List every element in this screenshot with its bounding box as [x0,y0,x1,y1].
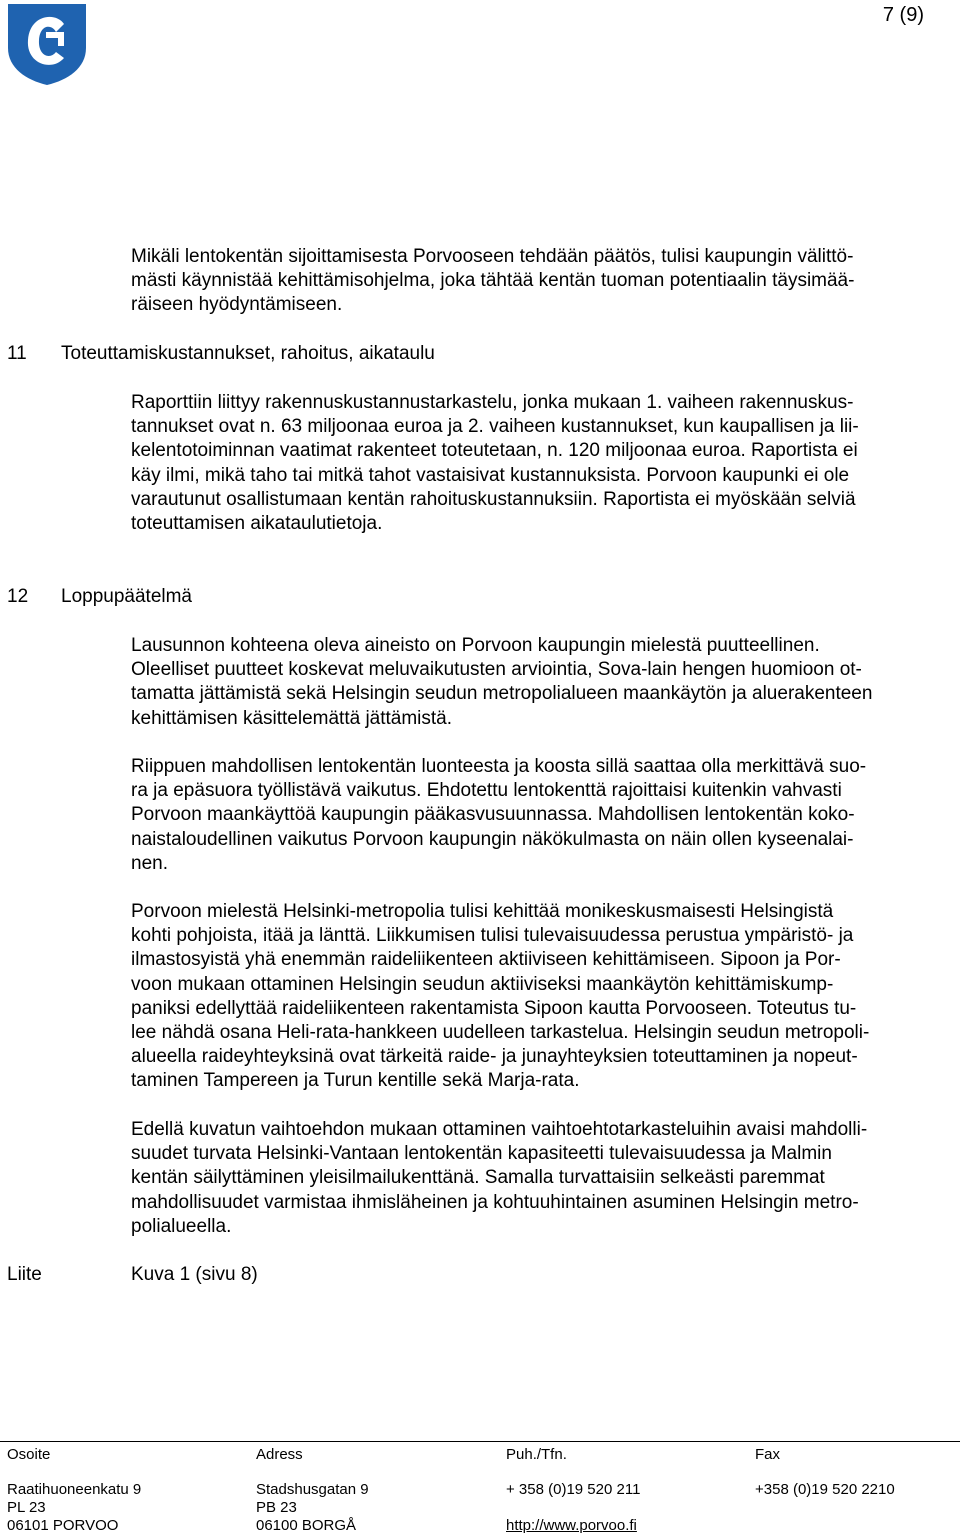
text-line: kohti pohjoista, itää ja länttä. Liikkumisen tulisi tulevaisuudessa perustua ympäristö- ja [131,925,854,947]
footer-line: Raatihuoneenkatu 9 [7,1481,142,1498]
footer-line: PB 23 [256,1499,297,1516]
attachment-text: Kuva 1 (sivu 8) [131,1264,258,1285]
text-line: Mikäli lentokentän sijoittamisesta Porvooseen tehdään päätös, tulisi kaupungin välittö- [131,246,854,267]
footer-address-heading: Osoite [7,1446,51,1463]
text-line: Lausunnon kohteena oleva aineisto on Porvoon kaupungin mielestä puutteellinen. [131,635,820,656]
text-line: käy ilmi, mikä taho tai mitkä tahot vastaisivat kustannuksista. Porvoon kaupunki ei ole [131,464,850,486]
text-line: ilmastosyistä yhä enemmän raideliikenteen aktiiviseen kehittämiseen. Sipoon ja Por- [131,949,841,971]
porvoo-coat-of-arms-icon [6,2,88,86]
text-line: voon mukaan ottaminen Helsingin seudun aktiiviseksi maankäytön kehittämiskump- [131,973,834,995]
document-title: Lentokenttätyöryhmän lausuntoehdotus [506,29,870,50]
footer-line: PL 23 [7,1499,46,1516]
document-subtitle-1: (Käsitellään kaupunginhallituksessa 22.10.2007 [506,53,908,74]
footer-address-sv [256,1481,369,1535]
attachment-label: Liite [7,1264,42,1285]
footer-line: 06100 BORGÅ [256,1517,357,1534]
header-org-sv: Borgå stad [109,53,201,74]
section-12-paragraph-3 [131,900,953,1094]
document-date: 15.10.2007 [506,125,602,146]
text-line: nen. [131,852,168,874]
document-subtitle-2: ja kaupunginvaltuustossa 31.10.2007) [506,77,827,98]
footer-line: Stadshusgatan 9 [256,1481,369,1498]
footer-adress-heading: Adress [256,1446,303,1463]
page-number: 7 (9) [882,4,924,26]
text-line: polialueella. [131,1215,232,1237]
section-12-paragraph-1 [131,634,953,731]
text-line: suudet turvata Helsinki-Vantaan lentokentän kapasiteetti tulevaisuudessa ja Malmin [131,1143,832,1165]
footer-fax-heading: Fax [755,1446,781,1463]
text-line: Porvoon mielestä Helsinki-metropolia tulisi kehittää monikeskusmaisesti Helsingistä [131,901,834,922]
text-line: räiseen hyödyntämiseen. [131,294,343,316]
website-link[interactable]: http://www.porvoo.fi [506,1517,637,1534]
section-12-paragraph-4 [131,1118,953,1239]
section-11-number: 11 [7,343,27,364]
footer-line: 06101 PORVOO [7,1517,119,1534]
text-line: Edellä kuvatun vaihtoehdon mukaan ottaminen vaihtoehtotarkasteluihin avaisi mahdolli- [131,1119,868,1140]
section-11-paragraph [131,391,953,536]
text-line: tannukset ovat n. 63 miljoonaa euroa ja 2. vaiheen kustannukset, kun kaupallisen ja lii- [131,416,859,438]
section-12-title: Loppupäätelmä [61,586,192,607]
text-line: kentän säilyttäminen yleisilmailukenttänä. Samalla turvattaisiin selkeästi paremmat [131,1167,825,1189]
text-line: taminen Tampereen ja Turun kentille sekä Marja-rata. [131,1070,580,1092]
text-line: mahdollisuudet varmistaa ihmisläheinen ja kohtuuhintainen asuminen Helsingin metro- [131,1191,859,1213]
text-line: Oleelliset puutteet koskevat meluvaikutusten arviointia, Sova-lain hengen huomioon ot- [131,659,862,681]
text-line: kelentotoiminnan vaatimat rakenteet toteutetaan, n. 120 miljoonaa euroa. Raportista ei [131,440,858,462]
text-line: naistaloudellinen vaikutus Porvoon kaupungin näkökulmasta on näin ollen kyseenalai- [131,828,854,850]
footer-phone: + 358 (0)19 520 211 [506,1481,641,1498]
text-line: Porvoon maankäyttöä kaupungin pääkasvusuunnassa. Mahdollisen lentokentän koko- [131,804,855,826]
footer-website [506,1517,637,1535]
text-line: lee nähdä osana Heli-rata-hankkeen uudelleen tarkastelua. Helsingin seudun metropoli- [131,1022,870,1044]
intro-paragraph [131,245,953,318]
text-line: paniksi edellyttää raideliikenteen rakentamista Sipoon kautta Porvooseen. Toteutus tu- [131,997,857,1019]
footer-address-fi [7,1481,141,1535]
text-line: toteuttamisen aikataulutietoja. [131,513,383,535]
section-12-number: 12 [7,586,29,607]
text-line: Raporttiin liittyy rakennuskustannustarkastelu, jonka mukaan 1. vaiheen rakennuskus- [131,392,854,413]
text-line: mästi käynnistää kehittämisohjelma, joka tähtää kentän tuoman potentiaalin täysimää- [131,270,855,292]
footer-divider [0,1441,960,1442]
header-org-fi: Porvoon kaupunki [109,29,262,50]
section-11-title: Toteuttamiskustannukset, rahoitus, aikataulu [61,343,435,364]
footer-phone-heading: Puh./Tfn. [506,1446,567,1463]
text-line: alueella raideyhteyksinä ovat tärkeitä raide- ja junayhteyksien toteuttaminen ja nopeut- [131,1046,858,1068]
footer-fax: +358 (0)19 520 2210 [755,1481,895,1498]
text-line: kehittämisen käsittelemättä jättämistä. [131,707,453,729]
text-line: ra ja epäsuora työllistävä vaikutus. Ehdotettu lentokenttä rajoittaisi kuitenkin vahvasti [131,780,842,802]
text-line: tamatta jättämistä sekä Helsingin seudun metropolialueen maankäytön ja aluerakenteen [131,683,873,705]
section-12-paragraph-2 [131,755,953,876]
text-line: varautunut osallistumaan kentän rahoituskustannuksiin. Raportista ei myöskään selviä [131,488,856,510]
text-line: Riippuen mahdollisen lentokentän luonteesta ja koosta sillä saattaa olla merkittävä suo- [131,756,867,777]
